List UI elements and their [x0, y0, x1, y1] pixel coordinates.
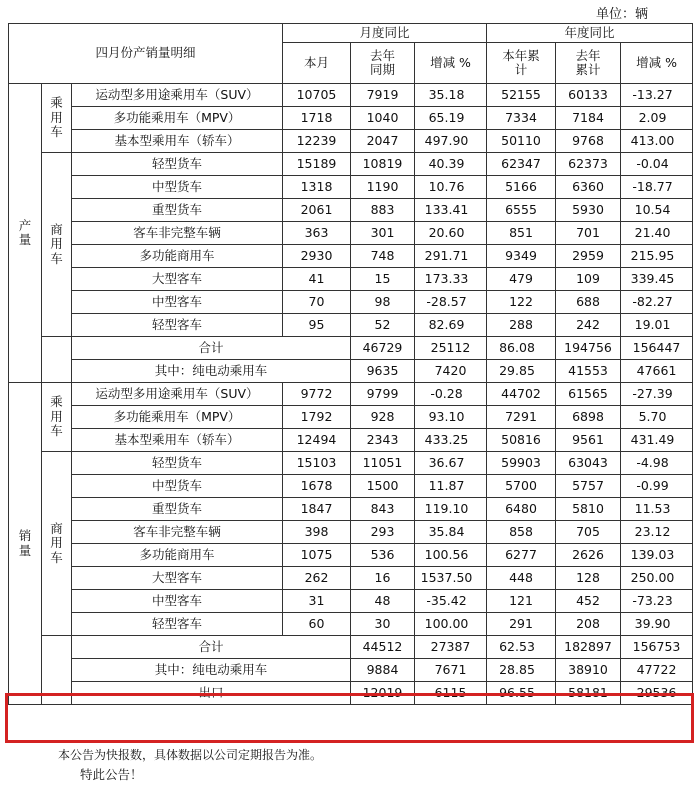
value-cell: 1718 — [283, 107, 351, 130]
value-cell: 701 — [556, 222, 621, 245]
value-cell: 100.56 — [415, 544, 487, 567]
value-cell: 6277 — [487, 544, 556, 567]
value-cell: 413.00 — [621, 130, 693, 153]
value-cell: 86.08 — [487, 337, 556, 360]
table-row — [9, 84, 693, 107]
value-cell: 1678 — [283, 475, 351, 498]
table-row — [9, 383, 693, 406]
value-cell: -4.98 — [621, 452, 693, 475]
value-cell: 52155 — [487, 84, 556, 107]
value-cell: 20.60 — [415, 222, 487, 245]
table-row — [9, 153, 693, 176]
table-row — [9, 636, 693, 659]
value-cell: 215.95 — [621, 245, 693, 268]
value-cell: 62.53 — [487, 636, 556, 659]
value-cell: 242 — [556, 314, 621, 337]
value-cell: 843 — [351, 498, 415, 521]
col-last-year-month: 去年同期 — [351, 43, 415, 84]
table-row — [9, 176, 693, 199]
value-cell: 705 — [556, 521, 621, 544]
value-cell: 46729 — [351, 337, 415, 360]
row-label: 大型客车 — [72, 567, 283, 590]
production-section-label: 产 量 — [9, 84, 42, 383]
value-cell: 363 — [283, 222, 351, 245]
row-label: 轻型客车 — [72, 314, 283, 337]
value-cell: 1075 — [283, 544, 351, 567]
value-cell: 1318 — [283, 176, 351, 199]
table-row — [9, 544, 693, 567]
value-cell: 47722 — [621, 659, 693, 682]
value-cell: 38910 — [556, 659, 621, 682]
table-row — [9, 429, 693, 452]
value-cell: 452 — [556, 590, 621, 613]
value-cell: 82.69 — [415, 314, 487, 337]
value-cell: 7291 — [487, 406, 556, 429]
table-row — [9, 314, 693, 337]
value-cell: 25112 — [415, 337, 487, 360]
sales-passenger-label: 乘 用 车 — [42, 383, 72, 452]
value-cell: -13.27 — [621, 84, 693, 107]
table-row — [9, 199, 693, 222]
row-label: 大型客车 — [72, 268, 283, 291]
col-ytd: 本年累计 — [487, 43, 556, 84]
value-cell: 28.85 — [487, 659, 556, 682]
value-cell: 7334 — [487, 107, 556, 130]
value-cell: 39.90 — [621, 613, 693, 636]
value-cell: 448 — [487, 567, 556, 590]
value-cell: 2930 — [283, 245, 351, 268]
row-label: 合计 — [72, 337, 351, 360]
value-cell: 5166 — [487, 176, 556, 199]
value-cell: 12019 — [351, 682, 415, 705]
value-cell: 128 — [556, 567, 621, 590]
table-row — [9, 521, 693, 544]
value-cell: 27387 — [415, 636, 487, 659]
row-label: 客车非完整车辆 — [72, 222, 283, 245]
table-row — [9, 452, 693, 475]
value-cell: -0.28 — [415, 383, 487, 406]
value-cell: 301 — [351, 222, 415, 245]
value-cell: 98 — [351, 291, 415, 314]
value-cell: 7919 — [351, 84, 415, 107]
value-cell: 44512 — [351, 636, 415, 659]
value-cell: 15189 — [283, 153, 351, 176]
value-cell: 7184 — [556, 107, 621, 130]
value-cell: 497.90 — [415, 130, 487, 153]
value-cell: 5757 — [556, 475, 621, 498]
value-cell: 93.10 — [415, 406, 487, 429]
value-cell: 1847 — [283, 498, 351, 521]
row-label: 中型客车 — [72, 590, 283, 613]
row-label: 其中：纯电动乘用车 — [72, 659, 351, 682]
value-cell: 431.49 — [621, 429, 693, 452]
row-label: 轻型货车 — [72, 452, 283, 475]
row-label: 重型货车 — [72, 199, 283, 222]
value-cell: 5700 — [487, 475, 556, 498]
value-cell: 433.25 — [415, 429, 487, 452]
value-cell: 35.84 — [415, 521, 487, 544]
value-cell: 9768 — [556, 130, 621, 153]
value-cell: 10705 — [283, 84, 351, 107]
value-cell: 156447 — [621, 337, 693, 360]
value-cell: 858 — [487, 521, 556, 544]
row-label: 中型货车 — [72, 176, 283, 199]
value-cell: 30 — [351, 613, 415, 636]
value-cell: -28.57 — [415, 291, 487, 314]
value-cell: 29.85 — [487, 360, 556, 383]
table-row — [9, 291, 693, 314]
value-cell: 1792 — [283, 406, 351, 429]
value-cell: 2047 — [351, 130, 415, 153]
value-cell: 1500 — [351, 475, 415, 498]
value-cell: 58181 — [556, 682, 621, 705]
col-this-month: 本月 — [283, 43, 351, 84]
value-cell: 7420 — [415, 360, 487, 383]
value-cell: 122 — [487, 291, 556, 314]
value-cell: 173.33 — [415, 268, 487, 291]
value-cell: 109 — [556, 268, 621, 291]
table-row — [9, 107, 693, 130]
value-cell: 6898 — [556, 406, 621, 429]
row-label: 运动型多用途乘用车（SUV） — [72, 84, 283, 107]
value-cell: -27.39 — [621, 383, 693, 406]
value-cell: 40.39 — [415, 153, 487, 176]
value-cell: -35.42 — [415, 590, 487, 613]
col-last-ytd: 去年累计 — [556, 43, 621, 84]
value-cell: 121 — [487, 590, 556, 613]
value-cell: 288 — [487, 314, 556, 337]
value-cell: 100.00 — [415, 613, 487, 636]
value-cell: 339.45 — [621, 268, 693, 291]
value-cell: 47661 — [621, 360, 693, 383]
value-cell: 2959 — [556, 245, 621, 268]
value-cell: 1190 — [351, 176, 415, 199]
value-cell: 60133 — [556, 84, 621, 107]
table-row — [9, 245, 693, 268]
table-row — [9, 682, 693, 705]
value-cell: 133.41 — [415, 199, 487, 222]
footer-note: 本公告为快报数，具体数据以公司定期报告为准。 — [58, 748, 323, 762]
col-monthly-change: 增减 % — [415, 43, 487, 84]
value-cell: 851 — [487, 222, 556, 245]
value-cell: 21.40 — [621, 222, 693, 245]
row-label: 多功能商用车 — [72, 544, 283, 567]
monthly-header: 月度同比 — [283, 24, 487, 43]
table-row — [9, 337, 693, 360]
sales-section-label: 销 量 — [9, 383, 42, 705]
value-cell: -0.04 — [621, 153, 693, 176]
value-cell: 6360 — [556, 176, 621, 199]
value-cell: 119.10 — [415, 498, 487, 521]
value-cell: 9772 — [283, 383, 351, 406]
value-cell: 50110 — [487, 130, 556, 153]
value-cell: 62347 — [487, 153, 556, 176]
value-cell: 6555 — [487, 199, 556, 222]
value-cell: 293 — [351, 521, 415, 544]
row-label: 中型客车 — [72, 291, 283, 314]
value-cell: 2343 — [351, 429, 415, 452]
value-cell: 9561 — [556, 429, 621, 452]
value-cell: -82.27 — [621, 291, 693, 314]
value-cell: 60 — [283, 613, 351, 636]
value-cell: 9349 — [487, 245, 556, 268]
value-cell: 11051 — [351, 452, 415, 475]
production-commercial-label: 商 用 车 — [42, 153, 72, 337]
sales-commercial-label: 商 用 车 — [42, 452, 72, 636]
value-cell: 398 — [283, 521, 351, 544]
row-label: 客车非完整车辆 — [72, 521, 283, 544]
value-cell: 70 — [283, 291, 351, 314]
value-cell: -73.23 — [621, 590, 693, 613]
row-label: 出口 — [72, 682, 351, 705]
table-row — [9, 222, 693, 245]
value-cell: 9884 — [351, 659, 415, 682]
value-cell: 1040 — [351, 107, 415, 130]
value-cell: 65.19 — [415, 107, 487, 130]
value-cell: 250.00 — [621, 567, 693, 590]
value-cell: 16 — [351, 567, 415, 590]
row-label: 多功能乘用车（MPV） — [72, 406, 283, 429]
value-cell: 291 — [487, 613, 556, 636]
value-cell: 36.67 — [415, 452, 487, 475]
value-cell: 41 — [283, 268, 351, 291]
value-cell: 9799 — [351, 383, 415, 406]
row-label: 中型货车 — [72, 475, 283, 498]
value-cell: 5810 — [556, 498, 621, 521]
value-cell: 59903 — [487, 452, 556, 475]
value-cell: 29536 — [621, 682, 693, 705]
value-cell: 15 — [351, 268, 415, 291]
value-cell: 9635 — [351, 360, 415, 383]
row-label: 其中：纯电动乘用车 — [72, 360, 351, 383]
table-row — [9, 590, 693, 613]
value-cell: 63043 — [556, 452, 621, 475]
value-cell: 6480 — [487, 498, 556, 521]
unit-label: 单位：辆 — [596, 7, 649, 22]
value-cell: 35.18 — [415, 84, 487, 107]
blank-cell — [42, 337, 72, 383]
value-cell: 194756 — [556, 337, 621, 360]
value-cell: 44702 — [487, 383, 556, 406]
value-cell: 52 — [351, 314, 415, 337]
value-cell: 883 — [351, 199, 415, 222]
table-title: 四月份产销量明细 — [9, 24, 283, 84]
value-cell: 50816 — [487, 429, 556, 452]
value-cell: 31 — [283, 590, 351, 613]
value-cell: 2.09 — [621, 107, 693, 130]
value-cell: 95 — [283, 314, 351, 337]
value-cell: 61565 — [556, 383, 621, 406]
row-label: 轻型客车 — [72, 613, 283, 636]
table-row — [9, 498, 693, 521]
value-cell: 928 — [351, 406, 415, 429]
value-cell: 291.71 — [415, 245, 487, 268]
value-cell: 12239 — [283, 130, 351, 153]
value-cell: 5930 — [556, 199, 621, 222]
row-label: 合计 — [72, 636, 351, 659]
blank-cell — [42, 636, 72, 705]
yearly-header: 年度同比 — [487, 24, 693, 43]
table-row — [9, 406, 693, 429]
value-cell: 536 — [351, 544, 415, 567]
table-row — [9, 475, 693, 498]
footer-closing: 特此公告！ — [80, 767, 143, 782]
value-cell: 5.70 — [621, 406, 693, 429]
value-cell: 688 — [556, 291, 621, 314]
value-cell: 479 — [487, 268, 556, 291]
value-cell: 139.03 — [621, 544, 693, 567]
value-cell: 1537.50 — [415, 567, 487, 590]
value-cell: 96.55 — [487, 682, 556, 705]
value-cell: 182897 — [556, 636, 621, 659]
value-cell: 262 — [283, 567, 351, 590]
production-passenger-label: 乘 用 车 — [42, 84, 72, 153]
row-label: 多功能乘用车（MPV） — [72, 107, 283, 130]
value-cell: 2626 — [556, 544, 621, 567]
value-cell: 48 — [351, 590, 415, 613]
value-cell: 10.76 — [415, 176, 487, 199]
value-cell: 156753 — [621, 636, 693, 659]
value-cell: 6115 — [415, 682, 487, 705]
table-row — [9, 567, 693, 590]
value-cell: 208 — [556, 613, 621, 636]
value-cell: 12494 — [283, 429, 351, 452]
value-cell: 23.12 — [621, 521, 693, 544]
row-label: 重型货车 — [72, 498, 283, 521]
table-row — [9, 268, 693, 291]
value-cell: -18.77 — [621, 176, 693, 199]
value-cell: -0.99 — [621, 475, 693, 498]
value-cell: 748 — [351, 245, 415, 268]
table-row — [9, 613, 693, 636]
value-cell: 10819 — [351, 153, 415, 176]
value-cell: 2061 — [283, 199, 351, 222]
value-cell: 11.87 — [415, 475, 487, 498]
col-yearly-change: 增减 % — [621, 43, 693, 84]
row-label: 基本型乘用车（轿车） — [72, 130, 283, 153]
table-row — [9, 130, 693, 153]
value-cell: 10.54 — [621, 199, 693, 222]
row-label: 多功能商用车 — [72, 245, 283, 268]
production-sales-table — [8, 23, 693, 705]
row-label: 轻型货车 — [72, 153, 283, 176]
row-label: 运动型多用途乘用车（SUV） — [72, 383, 283, 406]
row-label: 基本型乘用车（轿车） — [72, 429, 283, 452]
value-cell: 15103 — [283, 452, 351, 475]
value-cell: 62373 — [556, 153, 621, 176]
value-cell: 19.01 — [621, 314, 693, 337]
value-cell: 41553 — [556, 360, 621, 383]
table-row — [9, 360, 693, 383]
value-cell: 11.53 — [621, 498, 693, 521]
table-row — [9, 659, 693, 682]
value-cell: 7671 — [415, 659, 487, 682]
